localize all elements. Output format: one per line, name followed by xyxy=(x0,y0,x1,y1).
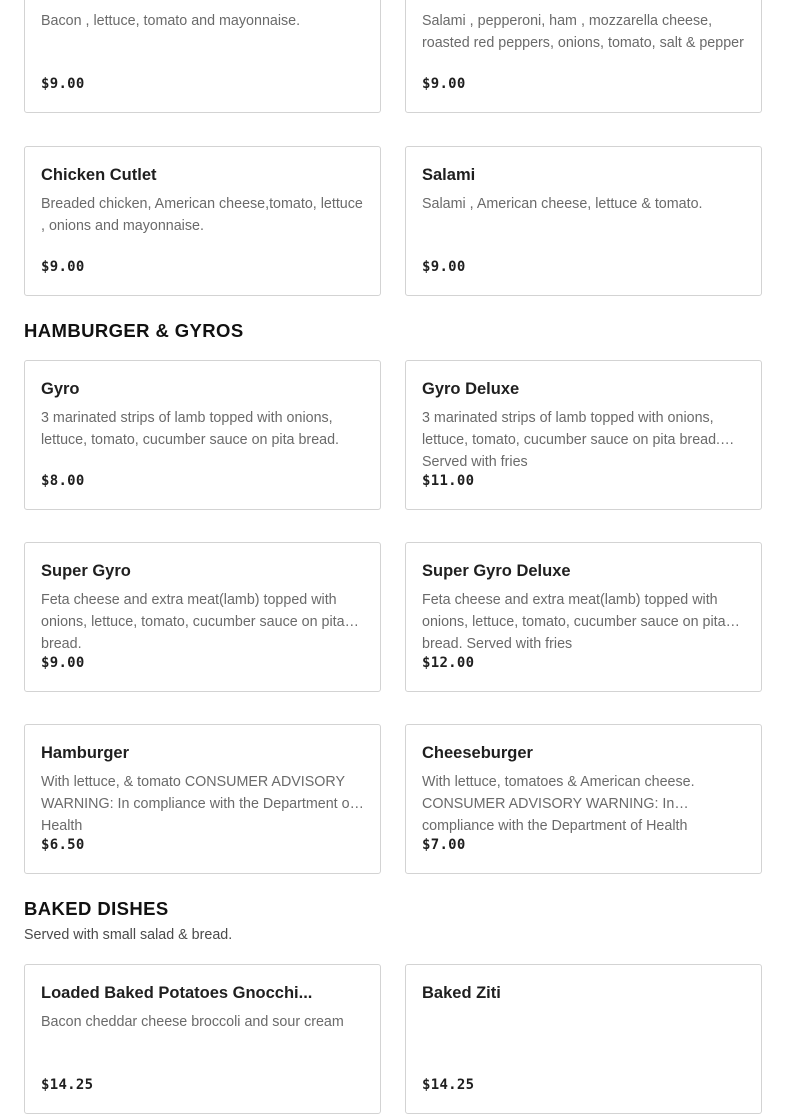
menu-item-card[interactable] xyxy=(24,724,381,874)
menu-item-name: Baked Ziti xyxy=(422,984,501,1002)
section-subtitle: Served with small salad & bread. xyxy=(24,927,233,943)
menu-item-description: With lettuce, & tomato CONSUMER ADVISORY WARNING: In compliance with the Department of Health xyxy=(41,774,354,834)
menu-item-card[interactable] xyxy=(24,146,381,296)
menu-item-description: Bacon cheddar cheese broccoli and sour cream xyxy=(41,1014,344,1030)
menu-item-description: Bacon , lettuce, tomato and mayonnaise. xyxy=(41,13,301,29)
menu-item-description: 3 marinated strips of lamb topped with onions, lettuce, tomato, cucumber sauce on pita bread. xyxy=(41,410,340,448)
menu-item-price: $12.00 xyxy=(422,655,475,671)
menu-item-price: $14.25 xyxy=(422,1077,475,1093)
menu-item-card[interactable] xyxy=(24,360,381,510)
menu-item-description: With lettuce, tomatoes & American cheese. CONSUMER ADVISORY WARNING: In compliance with the Department of Health xyxy=(422,774,695,834)
menu-item-name: Gyro xyxy=(41,380,80,398)
menu-item-description: Feta cheese and extra meat(lamb) topped with onions, lettuce, tomato, cucumber sauce on pita bread. xyxy=(41,592,345,652)
menu-item-price: $14.25 xyxy=(41,1077,94,1093)
menu-item-description: Salami , pepperoni, ham , mozzarella cheese, roasted red peppers, onions, tomato, salt & pepper xyxy=(422,13,744,51)
menu-item-name: Super Gyro xyxy=(41,562,131,580)
menu-item-price: $9.00 xyxy=(422,259,466,275)
menu-item-card[interactable] xyxy=(405,724,762,874)
menu-item-card[interactable] xyxy=(24,542,381,692)
menu-item-card[interactable] xyxy=(24,964,381,1114)
menu-item-card[interactable] xyxy=(405,146,762,296)
menu-item-price: $9.00 xyxy=(41,259,85,275)
menu-item-name: Gyro Deluxe xyxy=(422,380,520,398)
menu-item-name: Chicken Cutlet xyxy=(41,166,157,184)
menu-item-name: Loaded Baked Potatoes Gnocchi... xyxy=(41,984,313,1002)
menu-item-price: $8.00 xyxy=(41,473,85,489)
menu-item-description: Breaded chicken, American cheese,tomato, lettuce , onions and mayonnaise. xyxy=(41,196,363,234)
menu-item-card[interactable] xyxy=(405,542,762,692)
menu-item-description: Salami , American cheese, lettuce & tomato. xyxy=(422,196,703,212)
menu-item-name: Super Gyro Deluxe xyxy=(422,562,571,580)
menu-item-price: $9.00 xyxy=(422,76,466,92)
menu-item-card[interactable] xyxy=(24,0,381,113)
menu-item-name: Salami xyxy=(422,166,476,184)
menu-item-name: Cheeseburger xyxy=(422,744,533,762)
menu-item-name: Hamburger xyxy=(41,744,130,762)
menu-item-price: $6.50 xyxy=(41,837,85,853)
menu-item-price: $7.00 xyxy=(422,837,466,853)
menu-item-price: $9.00 xyxy=(41,655,85,671)
menu-item-card[interactable] xyxy=(405,360,762,510)
menu-item-description: 3 marinated strips of lamb topped with onions, lettuce, tomato, cucumber sauce on pita bread. Served with fries xyxy=(422,410,721,470)
section-title-baked-dishes: BAKED DISHES xyxy=(24,898,169,919)
menu-item-card[interactable] xyxy=(405,0,762,113)
menu-item-card[interactable] xyxy=(405,964,762,1114)
section-title-hamburger-gyros: HAMBURGER & GYROS xyxy=(24,320,244,341)
menu-item-description: Feta cheese and extra meat(lamb) topped with onions, lettuce, tomato, cucumber sauce on pita bread. Served with fries xyxy=(422,592,726,652)
menu-item-price: $11.00 xyxy=(422,473,475,489)
menu-item-price: $9.00 xyxy=(41,76,85,92)
